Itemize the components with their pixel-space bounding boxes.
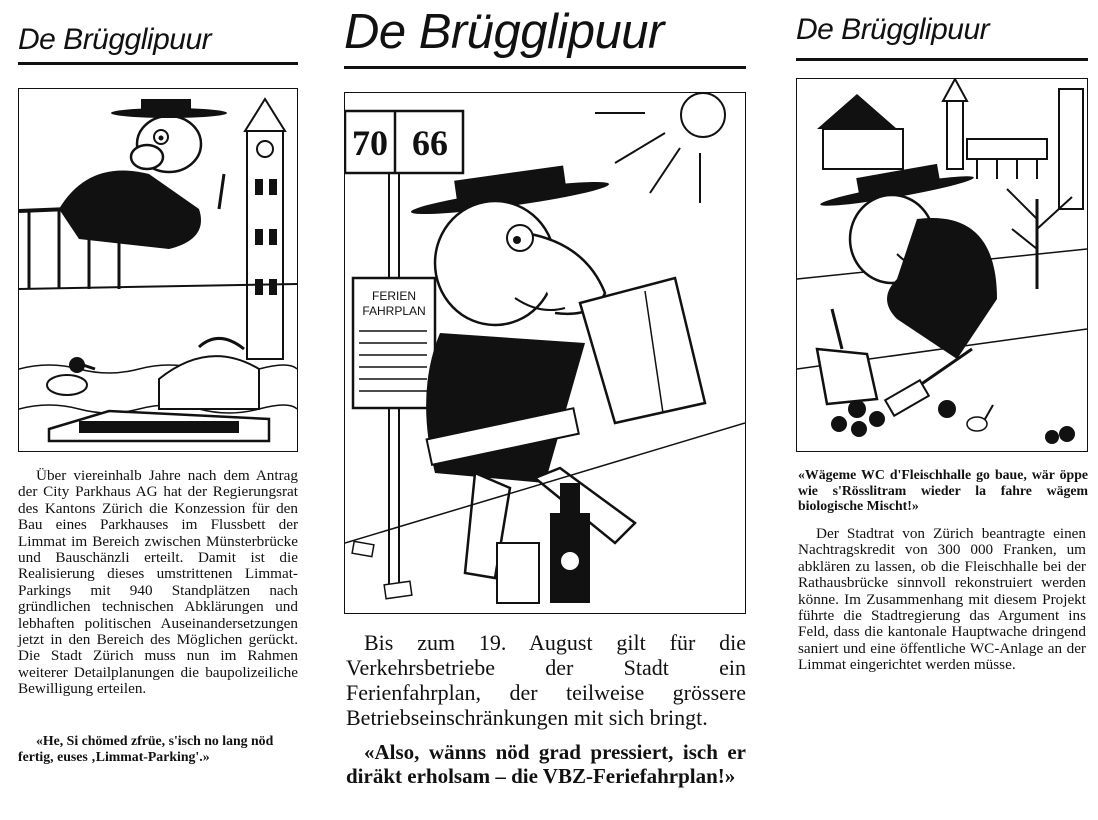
middle-caption-quote: «Also, wänns nöd grad pressiert, isch er diräkt erholsam – die VBZ-Feriefahrplan!» bbox=[346, 740, 746, 788]
timetable-sign-label: FERIEN FAHRPLAN bbox=[362, 289, 426, 318]
right-column bbox=[796, 0, 1088, 674]
right-heading: De Brügglipuur bbox=[796, 0, 1088, 61]
middle-cartoon-drawing bbox=[345, 93, 745, 613]
right-caption-quote: «Wägeme WC d'Fleischhalle go baue, wär öppe wie s'Rösslitram wieder la fahre wägem biologische Mischt!» bbox=[798, 467, 1088, 514]
middle-cartoon bbox=[344, 92, 746, 614]
left-article-text: Über viereinhalb Jahre nach dem Antrag der City Parkhaus AG hat der Regierungsrat des Kantons Zürich die Konzession für den Bau eines Parkhauses im Flussbett der Limmat im Bereich zwischen Münsterbrücke und Bauschänzli erteilt. Damit ist die Realisierung dieses umstrittenen Limmat-Parkings mit 940 Standplätzen nach gründlichen technischen Abklärungen und lebhaften politischen Auseinandersetzungen jetzt in den Bereich des Möglichen gerückt. Die Stadt Zürich muss nun im Rahmen weiterer Detailplanungen die baupolizeiliche Bewilligung erteilen. bbox=[18, 467, 298, 698]
left-caption-quote: «He, Si chömed zfrüe, s'isch no lang nöd fertig, euses ‚Limmat-Parking'.» bbox=[18, 733, 274, 764]
middle-heading: De Brügglipuur bbox=[344, 0, 746, 69]
right-cartoon bbox=[796, 78, 1088, 452]
right-cartoon-drawing bbox=[797, 79, 1087, 451]
middle-column bbox=[344, 0, 746, 788]
bus-stop-number-66: 66 bbox=[412, 123, 448, 163]
bus-stop-number-70: 70 bbox=[352, 123, 388, 163]
left-cartoon bbox=[18, 88, 298, 452]
left-heading: De Brügglipuur bbox=[18, 0, 298, 65]
left-cartoon-drawing bbox=[19, 89, 297, 451]
right-article-text: Der Stadtrat von Zürich beantragte einen Nachtragskredit von 300 000 Franken, um abklären zu lassen, ob die Fleischhalle bei der Rathausbrücke sinnvoll rekonstruiert werden könne. Im Zusammenhang mit diesem Projekt führte die Stadtregierung das Argument ins Feld, dass die kantonale Hauptwache dringend saniert und eine öffentliche WC-Anlage an der Limmat eingerichtet werden müsse. bbox=[798, 525, 1086, 674]
middle-article-text: Bis zum 19. August gilt für die Verkehrsbetriebe der Stadt ein Ferienfahrplan, der teilweise grössere Betriebseinschränkungen mit sich bringt. bbox=[346, 630, 746, 730]
left-column bbox=[18, 0, 298, 764]
